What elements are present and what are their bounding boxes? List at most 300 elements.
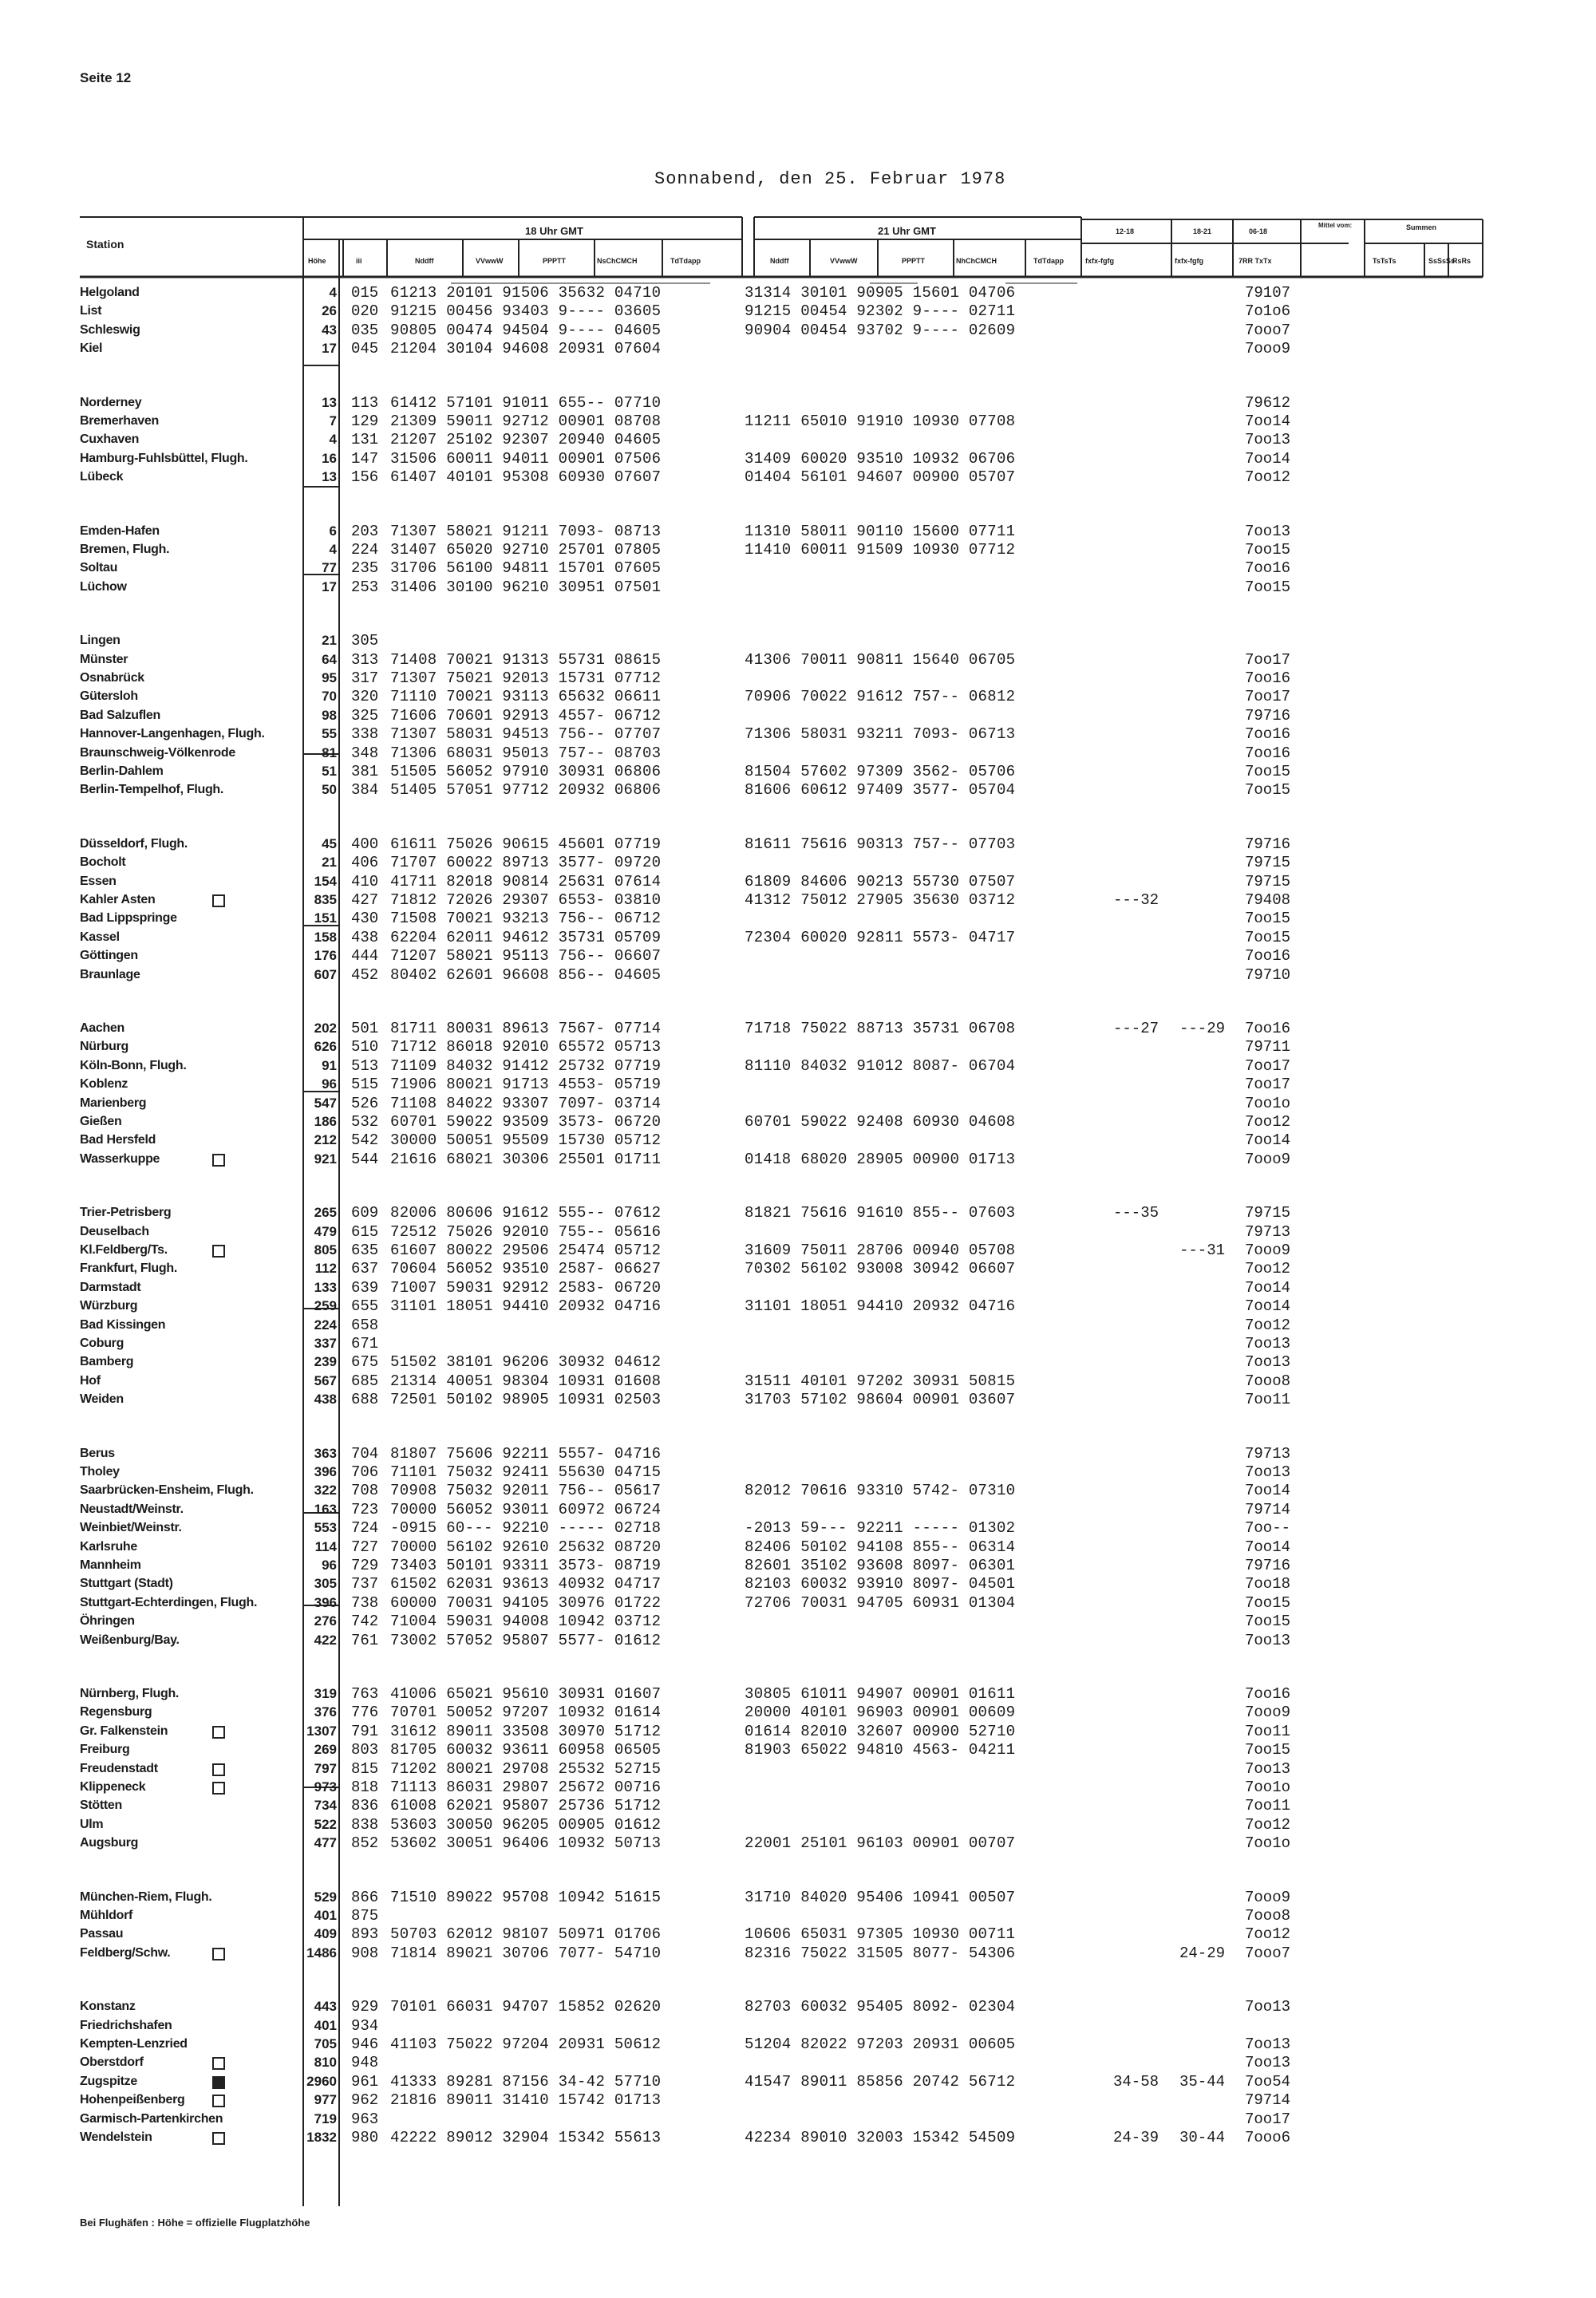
obs-18-gmt: 72501 50102 98905 10931 02503	[390, 1391, 662, 1409]
station-name: Kiel	[80, 342, 103, 356]
rr-tx-06-18: 7oo14	[1245, 1297, 1291, 1316]
rr-tx-06-18: 7oo15	[1245, 578, 1291, 596]
obs-21-gmt: 11410 60011 91509 10930 07712	[745, 541, 1016, 559]
station-name: Deuselbach	[80, 1224, 149, 1238]
rr-tx-06-18: 7oo15	[1245, 541, 1291, 559]
station-id: 742	[351, 1613, 379, 1631]
rr-tx-06-18: 7oo15	[1245, 928, 1291, 946]
obs-18-gmt: 71307 75021 92013 15731 07712	[390, 669, 662, 687]
station-id: 836	[351, 1797, 379, 1815]
table-row	[0, 744, 1596, 763]
station-name: Weiden	[80, 1392, 124, 1407]
station-height: 553	[314, 1520, 337, 1536]
rr-tx-06-18: 7oo14	[1245, 1538, 1291, 1556]
square-icon	[212, 2057, 225, 2070]
station-height: 401	[314, 2017, 337, 2033]
table-row	[0, 1632, 1596, 1650]
header-06-18: 06-18	[1249, 227, 1268, 235]
station-height: 305	[314, 1576, 337, 1592]
obs-18-gmt: 71101 75032 92411 55630 04715	[390, 1463, 662, 1481]
rr-tx-06-18: 7oo18	[1245, 1575, 1291, 1593]
obs-18-gmt: 21309 59011 92712 00901 08708	[390, 413, 662, 430]
table-row	[0, 910, 1596, 928]
station-id: 708	[351, 1482, 379, 1500]
station-id: 671	[351, 1335, 379, 1352]
station-height: 376	[314, 1704, 337, 1720]
station-height: 422	[314, 1632, 337, 1648]
rr-tx-06-18: 79715	[1245, 854, 1291, 872]
obs-18-gmt: 70000 56102 92610 25632 08720	[390, 1538, 662, 1556]
rr-tx-06-18: 79716	[1245, 1557, 1291, 1574]
rr-tx-06-18: 7oo12	[1245, 1815, 1291, 1834]
station-id: 526	[351, 1094, 379, 1112]
obs-18-gmt: 81711 80031 89613 7567- 07714	[390, 1020, 662, 1037]
station-id: 410	[351, 872, 379, 890]
rr-tx-06-18: 79107	[1245, 284, 1291, 302]
header-vvwww-21: VVwwW	[830, 257, 858, 265]
obs-18-gmt: 21314 40051 98304 10931 01608	[390, 1372, 662, 1390]
rr-tx-06-18: 79408	[1245, 891, 1291, 909]
obs-18-gmt: 31612 89011 33508 30970 51712	[390, 1722, 662, 1740]
table-row	[0, 523, 1596, 541]
rr-tx-06-18: 7oo15	[1245, 781, 1291, 800]
rr-tx-06-18: 79713	[1245, 1222, 1291, 1241]
obs-21-gmt: -2013 59--- 92211 ----- 01302	[745, 1519, 1016, 1538]
rr-tx-06-18: 7oo17	[1245, 1076, 1291, 1094]
rr-tx-06-18: 7ooo7	[1245, 1944, 1291, 1962]
station-height: 805	[314, 1242, 337, 1258]
station-id: 961	[351, 2072, 379, 2091]
obs-18-gmt: 73002 57052 95807 5577- 01612	[390, 1631, 662, 1649]
obs-18-gmt: 71110 70021 93113 65632 06611	[390, 688, 662, 706]
station-height: 212	[314, 1132, 337, 1148]
station-height: 13	[322, 469, 337, 485]
station-id: 791	[351, 1722, 379, 1740]
station-name: Darmstadt	[80, 1280, 141, 1294]
obs-18-gmt: 71108 84022 93307 7097- 03714	[390, 1094, 662, 1112]
table-row	[0, 1297, 1596, 1316]
table-row	[0, 1131, 1596, 1150]
obs-21-gmt: 01614 82010 32607 00900 52710	[745, 1722, 1016, 1740]
table-row	[0, 1317, 1596, 1335]
station-id: 688	[351, 1391, 379, 1409]
square-icon	[212, 1245, 225, 1258]
table-row	[0, 413, 1596, 431]
rr-tx-06-18: 7oo16	[1245, 725, 1291, 744]
station-name: Bocholt	[80, 855, 126, 870]
rr-tx-06-18: 79716	[1245, 835, 1291, 853]
station-id: 934	[351, 2016, 379, 2035]
obs-18-gmt: 71812 72026 29307 6553- 03810	[390, 891, 662, 909]
obs-21-gmt: 20000 40101 96903 00901 00609	[745, 1704, 1016, 1722]
table-row	[0, 781, 1596, 800]
station-height: 21	[322, 855, 337, 871]
rr-tx-06-18: 7ooo8	[1245, 1907, 1291, 1925]
station-id: 305	[351, 632, 379, 650]
rr-tx-06-18: 7oo13	[1245, 2054, 1291, 2072]
station-name: Coburg	[80, 1337, 124, 1350]
station-name: Mannheim	[80, 1558, 141, 1572]
rr-tx-06-18: 7oo13	[1245, 1631, 1291, 1649]
obs-18-gmt: 61502 62031 93613 40932 04717	[390, 1575, 662, 1593]
obs-18-gmt: 21207 25102 92307 20940 04605	[390, 431, 662, 449]
station-name: Braunschweig-Völkenrode	[80, 745, 235, 760]
station-id: 724	[351, 1519, 379, 1538]
header-21-uhr: 21 Uhr GMT	[878, 225, 936, 237]
station-name: Tholey	[80, 1465, 120, 1479]
table-row	[0, 1925, 1596, 1944]
station-name: Braunlage	[80, 967, 140, 981]
station-height: 158	[314, 929, 337, 945]
header-vvwww: VVwwW	[476, 257, 504, 265]
table-row	[0, 1038, 1596, 1056]
station-name: Stuttgart (Stadt)	[80, 1577, 173, 1591]
station-height: 96	[322, 1076, 337, 1092]
station-height: 4	[329, 432, 337, 448]
rr-tx-06-18: 7oo13	[1245, 1463, 1291, 1481]
station-height: 547	[314, 1095, 337, 1111]
obs-21-gmt: 42234 89010 32003 15342 54509	[745, 2129, 1016, 2146]
table-row	[0, 1242, 1596, 1260]
station-height: 1832	[306, 2130, 337, 2145]
station-name: Bad Kissingen	[80, 1317, 166, 1332]
station-height: 810	[314, 2055, 337, 2071]
header-tsts: TsTsTs	[1373, 257, 1396, 265]
header-18-uhr: 18 Uhr GMT	[525, 225, 583, 237]
header-18-21: 18-21	[1193, 227, 1212, 235]
station-id: 113	[351, 393, 379, 412]
gust-12-18: ---35	[1113, 1204, 1159, 1222]
station-name: Stuttgart-Echterdingen, Flugh.	[80, 1595, 258, 1609]
station-height: 98	[322, 707, 337, 723]
obs-18-gmt: 31407 65020 92710 25701 07805	[390, 541, 662, 559]
header-ppptt-21: PPPTT	[902, 257, 926, 265]
table-row	[0, 2017, 1596, 2035]
station-id: 866	[351, 1888, 379, 1906]
station-id: 406	[351, 854, 379, 872]
station-name: Düsseldorf, Flugh.	[80, 836, 188, 851]
station-height: 396	[314, 1594, 337, 1610]
station-height: 2960	[306, 2073, 337, 2089]
obs-18-gmt: 70000 56052 93011 60972 06724	[390, 1500, 662, 1518]
table-row	[0, 1834, 1596, 1853]
obs-21-gmt: 10606 65031 97305 10930 00711	[745, 1925, 1016, 1944]
table-row	[0, 1463, 1596, 1482]
obs-18-gmt: 50703 62012 98107 50971 01706	[390, 1925, 662, 1944]
obs-18-gmt: 91215 00456 93403 9---- 03605	[390, 302, 662, 321]
station-id: 532	[351, 1113, 379, 1131]
table-row	[0, 1594, 1596, 1613]
filled-square-icon	[212, 2076, 225, 2089]
obs-18-gmt: 71004 59031 94008 10942 03712	[390, 1613, 662, 1631]
station-height: 973	[314, 1779, 337, 1795]
station-height: 4	[329, 542, 337, 557]
obs-18-gmt: 61008 62021 95807 25736 51712	[390, 1797, 662, 1815]
obs-21-gmt: 72304 60020 92811 5573- 04717	[745, 928, 1016, 946]
rr-tx-06-18: 79715	[1245, 872, 1291, 890]
station-name: Göttingen	[80, 949, 138, 963]
obs-18-gmt: 41103 75022 97204 20931 50612	[390, 2035, 662, 2053]
station-name: Wasserkuppe	[80, 1151, 160, 1166]
gust-12-18: 34-58	[1113, 2072, 1159, 2091]
station-id: 035	[351, 321, 379, 339]
station-id: 729	[351, 1557, 379, 1574]
station-name: Wendelstein	[80, 2130, 152, 2144]
header-fx-2: fxfx-fgfg	[1175, 257, 1203, 265]
table-row	[0, 450, 1596, 468]
obs-21-gmt: 70302 56102 93008 30942 06607	[745, 1260, 1016, 1278]
table-row	[0, 707, 1596, 725]
obs-18-gmt: 61412 57101 91011 655-- 07710	[390, 393, 662, 412]
station-name: Gütersloh	[80, 689, 138, 704]
station-id: 444	[351, 947, 379, 965]
station-height: 438	[314, 1392, 337, 1408]
station-id: 235	[351, 559, 379, 578]
obs-21-gmt: 81110 84032 91012 8087- 06704	[745, 1056, 1016, 1075]
station-name: Nürburg	[80, 1040, 129, 1054]
station-height: 443	[314, 1999, 337, 2015]
station-height: 70	[322, 689, 337, 705]
table-row	[0, 1260, 1596, 1278]
station-height: 26	[322, 303, 337, 319]
rr-tx-06-18: 7oo11	[1245, 1391, 1291, 1409]
station-height: 259	[314, 1298, 337, 1314]
station-height: 16	[322, 450, 337, 466]
rr-tx-06-18: 7ooo7	[1245, 321, 1291, 339]
station-height: 479	[314, 1223, 337, 1239]
station-height: 409	[314, 1926, 337, 1942]
station-id: 685	[351, 1372, 379, 1390]
obs-18-gmt: 71606 70601 92913 4557- 06712	[390, 706, 662, 725]
rr-tx-06-18: 79612	[1245, 393, 1291, 412]
obs-18-gmt: 71109 84032 91412 25732 07719	[390, 1056, 662, 1075]
station-name: Lingen	[80, 634, 120, 648]
gust-18-21: ---29	[1179, 1020, 1226, 1037]
station-height: 64	[322, 651, 337, 667]
station-name: Marienberg	[80, 1096, 147, 1110]
obs-18-gmt: 31506 60011 94011 00901 07506	[390, 449, 662, 468]
table-row	[0, 947, 1596, 965]
table-row	[0, 1557, 1596, 1575]
rr-tx-06-18: 7oo15	[1245, 910, 1291, 928]
rr-tx-06-18: 7oo13	[1245, 431, 1291, 449]
station-id: 723	[351, 1500, 379, 1518]
table-row	[0, 1907, 1596, 1925]
table-row	[0, 966, 1596, 985]
station-name: Osnabrück	[80, 671, 144, 685]
obs-21-gmt: 82406 50102 94108 855-- 06314	[745, 1538, 1016, 1556]
station-id: 513	[351, 1056, 379, 1075]
station-id: 015	[351, 284, 379, 302]
obs-21-gmt: 82316 75022 31505 8077- 54306	[745, 1944, 1016, 1962]
obs-21-gmt: 91215 00454 92302 9---- 02711	[745, 302, 1016, 321]
station-id: 156	[351, 468, 379, 487]
station-id: 776	[351, 1704, 379, 1722]
station-id: 838	[351, 1815, 379, 1834]
station-height: 55	[322, 726, 337, 742]
station-height: 477	[314, 1835, 337, 1851]
station-id: 737	[351, 1575, 379, 1593]
station-id: 338	[351, 725, 379, 744]
station-id: 929	[351, 1998, 379, 2016]
station-id: 313	[351, 650, 379, 669]
square-icon	[212, 1782, 225, 1795]
station-name: Karlsruhe	[80, 1539, 137, 1554]
obs-18-gmt: 70908 75032 92011 756-- 05617	[390, 1482, 662, 1500]
station-id: 727	[351, 1538, 379, 1556]
table-row	[0, 1353, 1596, 1372]
table-row	[0, 1020, 1596, 1038]
obs-18-gmt: 71712 86018 92010 65572 05713	[390, 1038, 662, 1056]
rr-tx-06-18: 7oo1o	[1245, 1779, 1291, 1796]
station-height: 734	[314, 1798, 337, 1814]
station-id: 542	[351, 1131, 379, 1150]
station-name: Augsburg	[80, 1836, 139, 1850]
rr-tx-06-18: 7oo11	[1245, 1722, 1291, 1740]
rr-tx-06-18: 7oo17	[1245, 650, 1291, 669]
station-height: 51	[322, 764, 337, 779]
obs-18-gmt: 51505 56052 97910 30931 06806	[390, 763, 662, 780]
obs-18-gmt: 71202 80021 29708 25532 52715	[390, 1759, 662, 1778]
station-id: 815	[351, 1759, 379, 1778]
table-row	[0, 854, 1596, 872]
rr-tx-06-18: 79716	[1245, 706, 1291, 725]
station-id: 893	[351, 1925, 379, 1944]
obs-18-gmt: 51405 57051 97712 20932 06806	[390, 781, 662, 800]
rr-tx-06-18: 7oo13	[1245, 522, 1291, 540]
obs-21-gmt: 01418 68020 28905 00900 01713	[745, 1150, 1016, 1168]
obs-21-gmt: 60701 59022 92408 60930 04608	[745, 1113, 1016, 1131]
station-id: 615	[351, 1222, 379, 1241]
obs-21-gmt: 01404 56101 94607 00900 05707	[745, 468, 1016, 487]
obs-18-gmt: 71306 68031 95013 757-- 08703	[390, 744, 662, 762]
obs-18-gmt: 70701 50052 97207 10932 01614	[390, 1704, 662, 1722]
station-name: Hohenpeißenberg	[80, 2093, 185, 2107]
station-id: 203	[351, 522, 379, 540]
station-id: 045	[351, 340, 379, 358]
station-height: 567	[314, 1372, 337, 1388]
obs-18-gmt: 71307 58021 91211 7093- 08713	[390, 522, 662, 540]
station-name: Freiburg	[80, 1743, 130, 1757]
square-icon	[212, 2095, 225, 2107]
station-id: 704	[351, 1444, 379, 1463]
station-id: 325	[351, 706, 379, 725]
header-station: Station	[86, 238, 124, 251]
station-height: 96	[322, 1558, 337, 1573]
obs-18-gmt: 70604 56052 93510 2587- 06627	[390, 1260, 662, 1278]
station-name: Frankfurt, Flugh.	[80, 1262, 178, 1276]
table-row	[0, 2110, 1596, 2129]
station-name: Cuxhaven	[80, 432, 140, 447]
rr-tx-06-18: 7oo12	[1245, 1925, 1291, 1944]
table-row	[0, 688, 1596, 706]
rr-tx-06-18: 7o1o6	[1245, 302, 1291, 321]
obs-18-gmt: 21816 89011 31410 15742 01713	[390, 2091, 662, 2110]
obs-18-gmt: 71814 89021 30706 7077- 54710	[390, 1944, 662, 1962]
station-id: 400	[351, 835, 379, 853]
station-name: Bremen, Flugh.	[80, 543, 170, 556]
obs-21-gmt: 82703 60032 95405 8092- 02304	[745, 1998, 1016, 2016]
table-row	[0, 1760, 1596, 1779]
table-row	[0, 1076, 1596, 1094]
rr-tx-06-18: 7oo15	[1245, 1741, 1291, 1759]
station-height: 151	[314, 910, 337, 926]
obs-21-gmt: 51204 82022 97203 20931 00605	[745, 2035, 1016, 2053]
rr-tx-06-18: 7oo16	[1245, 744, 1291, 762]
station-name: Klippeneck	[80, 1780, 146, 1794]
station-height: 77	[322, 560, 337, 576]
table-row	[0, 2073, 1596, 2091]
obs-18-gmt: 21204 30104 94608 20931 07604	[390, 340, 662, 358]
obs-18-gmt: 71510 89022 95708 10942 51615	[390, 1888, 662, 1906]
obs-21-gmt: 11310 58011 90110 15600 07711	[745, 522, 1016, 540]
obs-18-gmt: 60000 70031 94105 30976 01722	[390, 1593, 662, 1612]
station-name: Hannover-Langenhagen, Flugh.	[80, 727, 265, 741]
obs-18-gmt: 31101 18051 94410 20932 04716	[390, 1297, 662, 1316]
station-id: 381	[351, 763, 379, 780]
station-id: 658	[351, 1316, 379, 1334]
obs-18-gmt: 71508 70021 93213 756-- 06712	[390, 910, 662, 928]
obs-21-gmt: 31710 84020 95406 10941 00507	[745, 1888, 1016, 1906]
rr-tx-06-18: 7oo17	[1245, 688, 1291, 706]
station-name: München-Riem, Flugh.	[80, 1889, 212, 1904]
station-height: 202	[314, 1021, 337, 1036]
station-id: 609	[351, 1204, 379, 1222]
obs-18-gmt: 21616 68021 30306 25501 01711	[390, 1150, 662, 1168]
obs-18-gmt: 71707 60022 89713 3577- 09720	[390, 854, 662, 872]
header-tdtd-21: TdTdapp	[1033, 257, 1064, 265]
rr-tx-06-18: 7oo12	[1245, 1316, 1291, 1334]
table-row	[0, 2035, 1596, 2054]
station-height: 269	[314, 1742, 337, 1758]
station-name: Koblenz	[80, 1077, 128, 1092]
rr-tx-06-18: 7oo54	[1245, 2072, 1291, 2091]
station-name: Saarbrücken-Ensheim, Flugh.	[80, 1483, 254, 1498]
station-name: Nürnberg, Flugh.	[80, 1687, 180, 1700]
table-row	[0, 651, 1596, 669]
obs-21-gmt: 31511 40101 97202 30931 50815	[745, 1372, 1016, 1390]
obs-21-gmt: 81606 60612 97409 3577- 05704	[745, 781, 1016, 800]
station-id: 384	[351, 781, 379, 800]
obs-21-gmt: 71718 75022 88713 35731 06708	[745, 1020, 1016, 1037]
table-row	[0, 835, 1596, 854]
station-id: 348	[351, 744, 379, 762]
station-height: 322	[314, 1483, 337, 1498]
gust-12-18: ---32	[1113, 891, 1159, 909]
obs-18-gmt: 53602 30051 96406 10932 50713	[390, 1834, 662, 1853]
station-name: Bad Lippspringe	[80, 911, 177, 926]
table-row	[0, 578, 1596, 597]
obs-21-gmt: 81821 75616 91610 855-- 07603	[745, 1204, 1016, 1222]
station-id: 818	[351, 1779, 379, 1796]
table-row	[0, 1335, 1596, 1353]
rr-tx-06-18: 79710	[1245, 965, 1291, 984]
obs-18-gmt: 82006 80606 91612 555-- 07612	[390, 1204, 662, 1222]
rr-tx-06-18: 7ooo9	[1245, 1888, 1291, 1906]
table-row	[0, 1779, 1596, 1797]
station-height: 705	[314, 2036, 337, 2051]
obs-21-gmt: 11211 65010 91910 10930 07708	[745, 413, 1016, 430]
obs-18-gmt: 41711 82018 90814 25631 07614	[390, 872, 662, 890]
rr-tx-06-18: 7oo1o	[1245, 1094, 1291, 1112]
table-row	[0, 1575, 1596, 1593]
station-name: Aachen	[80, 1021, 124, 1035]
table-row	[0, 725, 1596, 744]
station-name: Garmisch-Partenkirchen	[80, 2111, 223, 2126]
station-name: Regensburg	[80, 1705, 152, 1720]
station-height: 163	[314, 1501, 337, 1517]
station-height: 239	[314, 1354, 337, 1370]
